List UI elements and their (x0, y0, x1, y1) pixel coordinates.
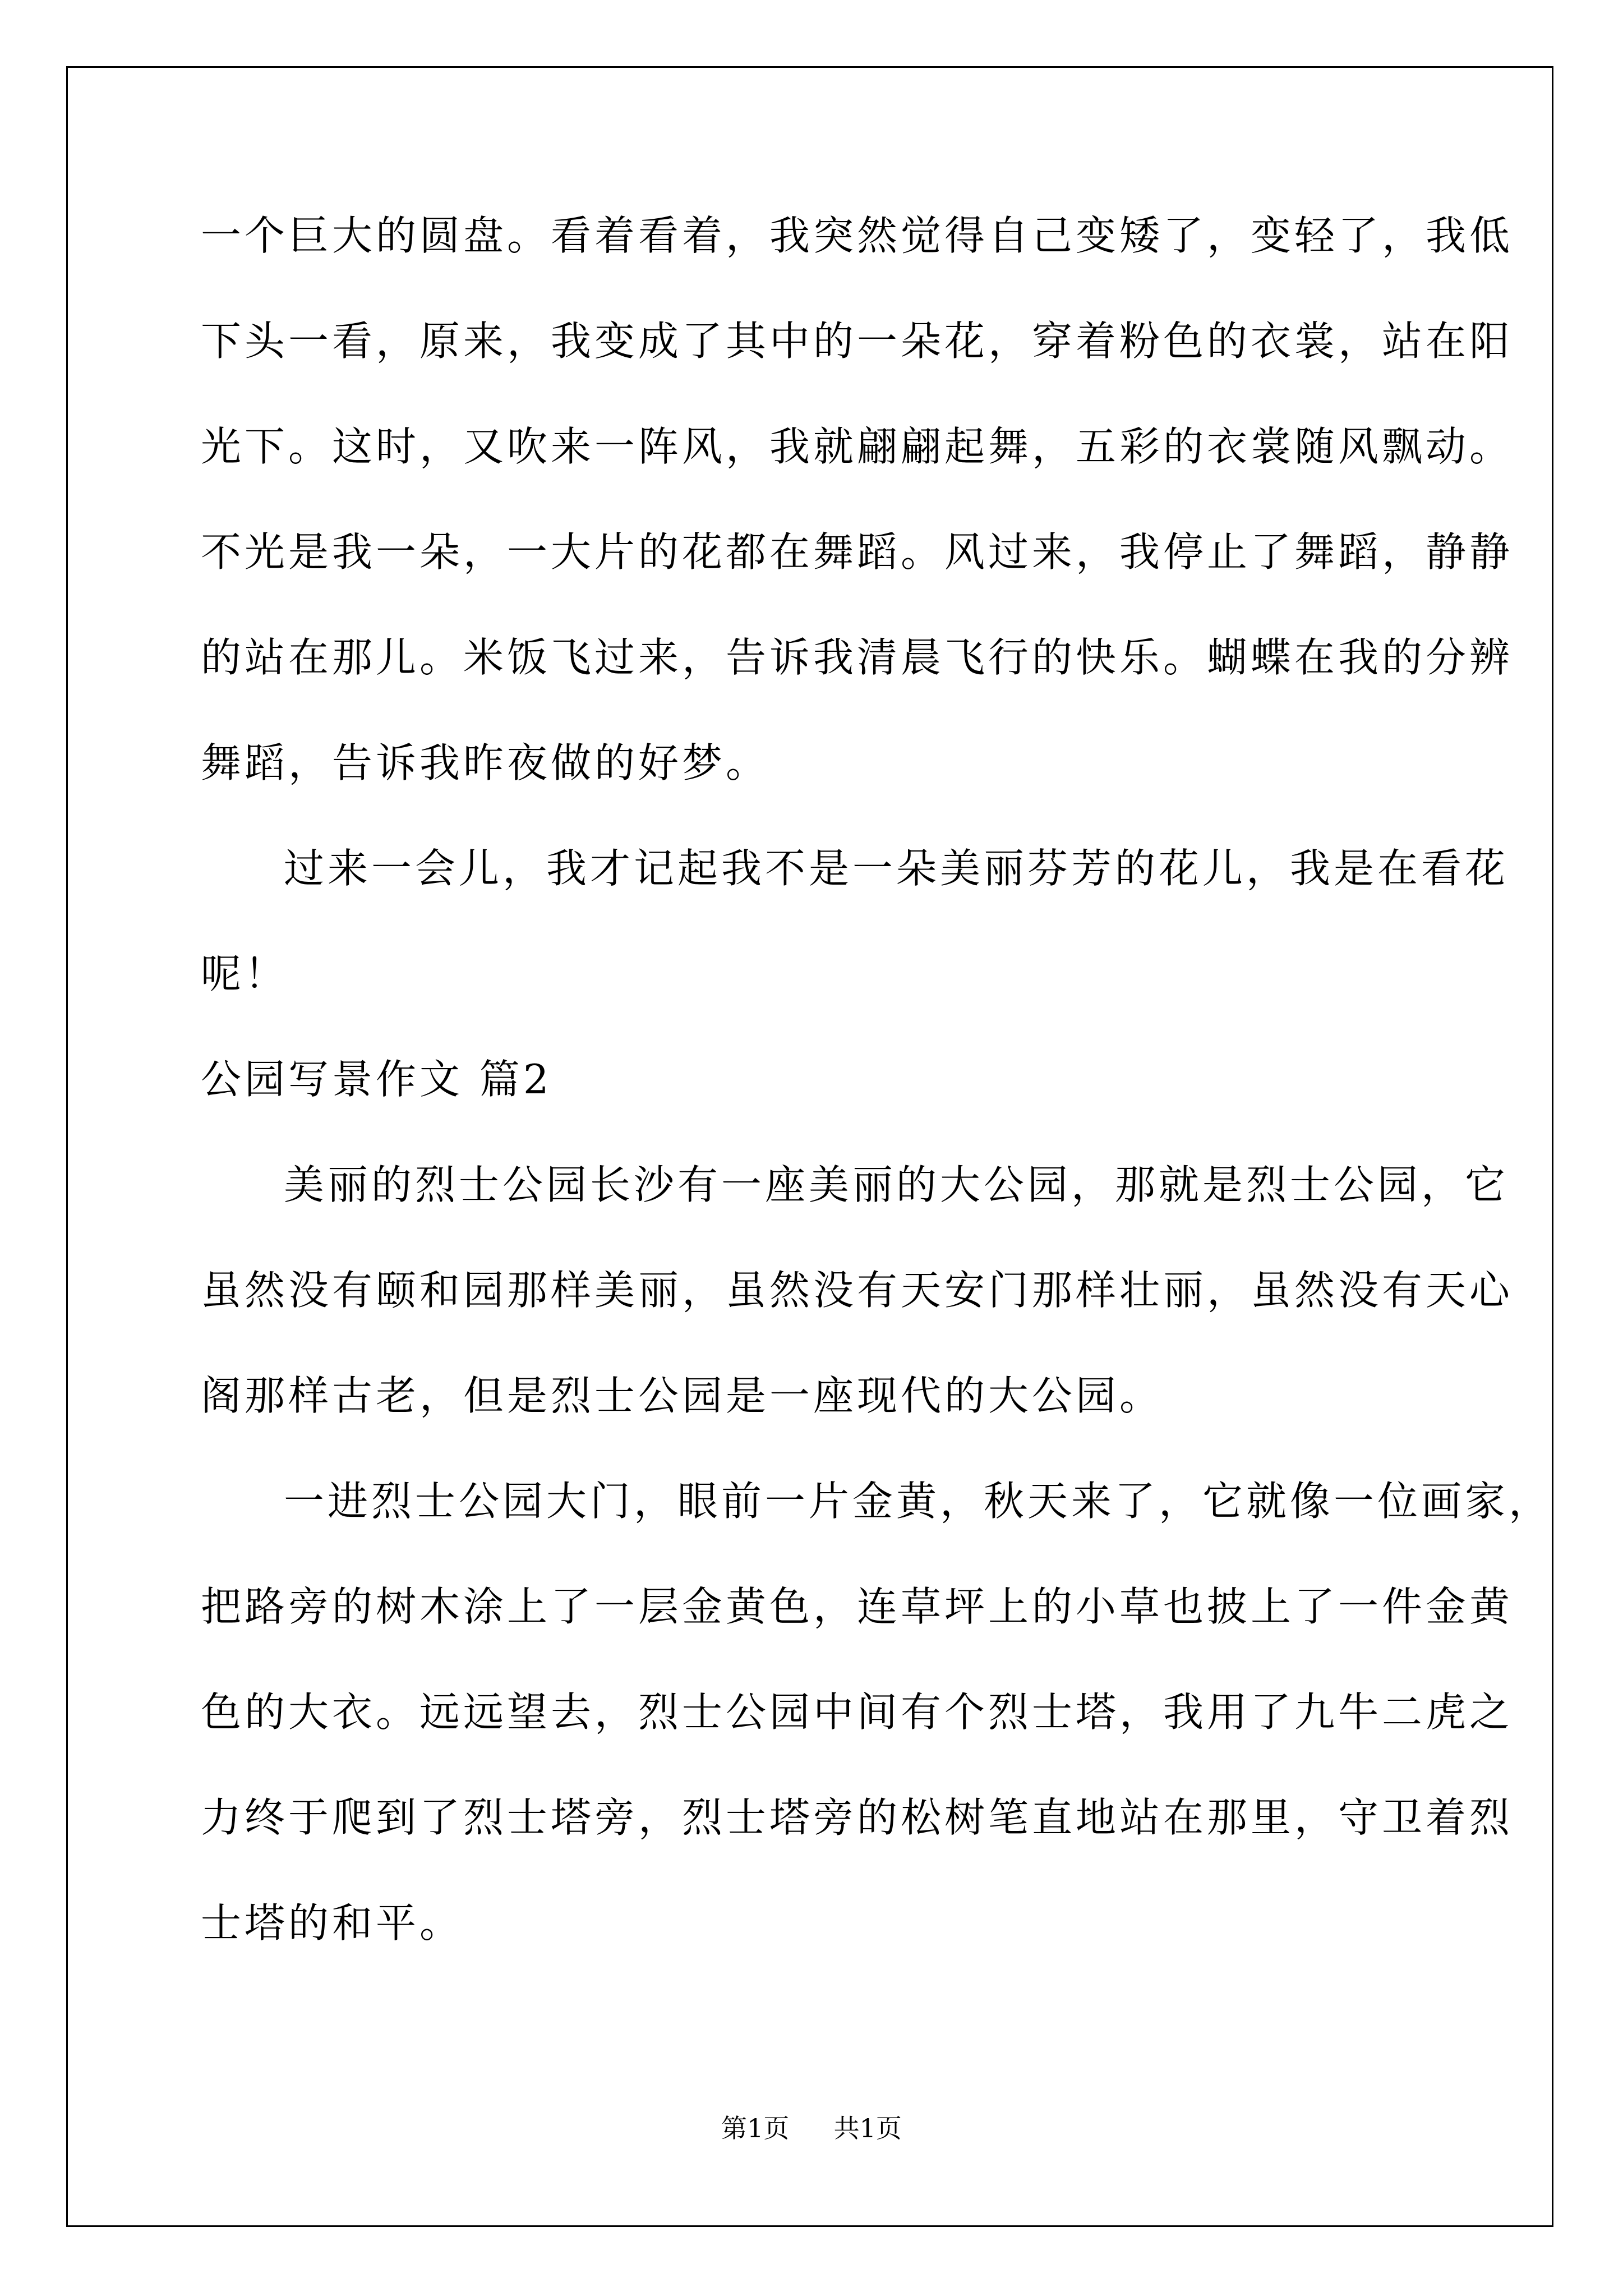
page-number: 第1页 (721, 2113, 790, 2143)
text-line: 色的大衣。远远望去，烈士公园中间有个烈士塔，我用了九牛二虎之 (201, 1688, 1514, 1736)
text-line: 光下。这时，又吹来一阵风，我就翩翩起舞，五彩的衣裳随风飘动。 (201, 423, 1514, 470)
section-heading: 公园写景作文 篇2 (201, 1056, 552, 1103)
text-line: 一个巨大的圆盘。看着看着，我突然觉得自己变矮了，变轻了，我低 (201, 212, 1514, 259)
text-line: 的站在那儿。米饭飞过来，告诉我清晨飞行的快乐。蝴蝶在我的分辨 (201, 634, 1514, 681)
text-line: 舞蹈，告诉我昨夜做的好梦。 (201, 739, 770, 786)
page-footer (0, 2111, 1623, 2145)
text-line: 士塔的和平。 (201, 1899, 464, 1947)
page-total: 共1页 (833, 2113, 902, 2143)
text-line: 力终于爬到了烈士塔旁，烈士塔旁的松树笔直地站在那里，守卫着烈 (201, 1794, 1514, 1841)
text-line: 把路旁的树木涂上了一层金黄色，连草坪上的小草也披上了一件金黄 (201, 1583, 1514, 1630)
paragraph-first-line: 美丽的烈士公园长沙有一座美丽的大公园，那就是烈士公园，它 (284, 1161, 1509, 1208)
text-line: 呢！ (201, 950, 289, 997)
paragraph-first-line: 过来一会儿，我才记起我不是一朵美丽芬芳的花儿，我是在看花 (284, 845, 1509, 892)
paragraph-first-line: 一进烈士公园大门，眼前一片金黄，秋天来了，它就像一位画家， (284, 1478, 1553, 1525)
text-line: 不光是我一朵，一大片的花都在舞蹈。风过来，我停止了舞蹈，静静 (201, 528, 1514, 576)
text-line: 下头一看，原来，我变成了其中的一朵花，穿着粉色的衣裳，站在阳 (201, 318, 1514, 365)
text-line: 阁那样古老，但是烈士公园是一座现代的大公园。 (201, 1372, 1164, 1419)
text-line: 虽然没有颐和园那样美丽，虽然没有天安门那样壮丽，虽然没有天心 (201, 1267, 1514, 1314)
